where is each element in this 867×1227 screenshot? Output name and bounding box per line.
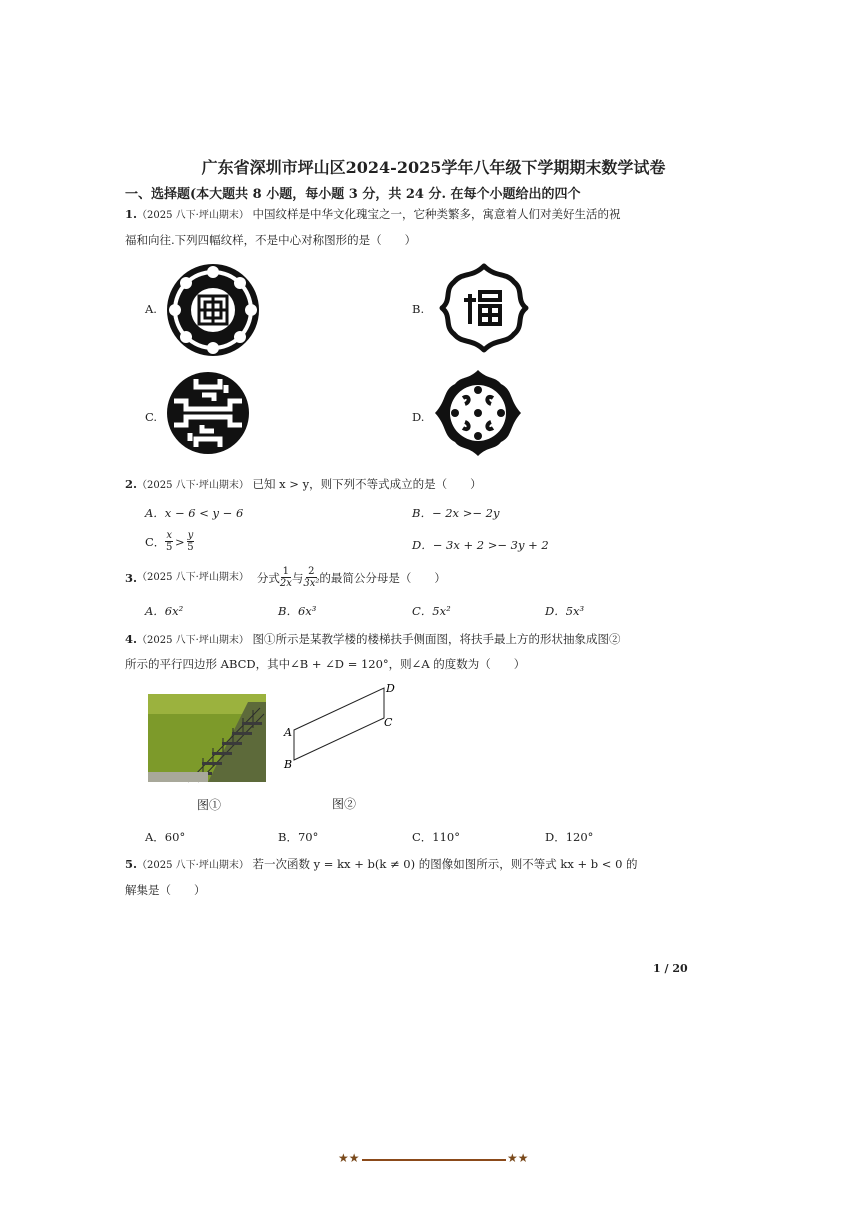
page-title: 广东省深圳市坪山区2024-2025学年八年级下学期期末数学试卷 [201,158,666,177]
question-text: 中国纹样是中华文化瑰宝之一，它种类繁多，寓意着人们对美好生活的祝 [252,207,621,221]
footer-star-icon: ★★ [507,1151,529,1165]
fraction-denominator: 5 [165,542,173,553]
option-a: A．6x² [145,604,184,618]
question-1-line-1 [125,204,620,226]
question-1-line-2: 福和向往.下列四幅纹样，不是中心对称图形的是（ ） [125,233,417,247]
question-source: （2025 八下·坪山期末） [137,635,249,646]
parallelogram-figure [280,680,400,775]
question-source: （2025 八下·坪山期末） [137,210,249,221]
question-5-line-2: 解集是（ ） [125,883,206,897]
vertex-d-label: D [386,682,395,695]
footer-divider [362,1159,506,1161]
option-label-d: D. [412,410,425,424]
question-text: 图①所示是某教学楼的楼梯扶手侧面图，将扶手最上方的形状抽象成图② [252,632,621,646]
option-b: B．6x³ [278,604,317,618]
fraction-2 [303,566,319,589]
fraction-1 [280,566,292,589]
fraction-denominator: 2x [279,578,292,589]
question-number: 5. [125,857,138,871]
option-c: C．5x² [412,604,451,618]
staircase-photo [148,694,266,782]
page-number: 1 / 20 [653,962,688,975]
fraction-numerator: 2 [308,566,315,577]
option-d: D．− 3x + 2 >− 3y + 2 [412,538,549,552]
question-source: （2025 八下·坪山期末） [137,571,249,583]
fraction-y-over-5 [187,530,195,553]
question-5-line-1 [125,854,638,876]
question-number: 2. [125,477,138,491]
question-4-line-1 [125,629,620,651]
option-a: A．x − 6 < y − 6 [145,506,244,520]
question-number: 4. [125,632,138,646]
fraction-denominator: 3x² [303,578,320,589]
question-text-post: 的最简公分母是（ ） [319,570,446,585]
question-text-pre: 分式 [256,570,280,585]
option-label-b: B. [412,302,425,316]
pattern-d-image [433,368,523,458]
fraction-x-over-5 [165,530,173,553]
option-c [145,530,194,553]
footer-star-icon: ★★ [338,1151,360,1165]
option-label-a: A. [145,302,157,316]
fraction-numerator: y [187,530,194,541]
option-c: C．110° [412,830,460,844]
question-2-line [125,474,482,496]
question-text: 已知 x > y，则下列不等式成立的是（ ） [252,477,482,491]
fraction-denominator: 5 [187,542,194,553]
vertex-b-label: B [284,758,293,771]
figure-1-caption: 图① [197,798,222,812]
vertex-c-label: C [384,716,393,729]
fraction-numerator: 1 [282,566,290,577]
question-number: 3. [125,570,138,585]
pattern-c-image [166,371,250,455]
vertex-a-label: A [284,726,292,739]
option-d: D．120° [545,830,594,844]
question-source: （2025 八下·坪山期末） [137,480,249,491]
question-source: （2025 八下·坪山期末） [137,860,249,871]
section-heading: 一、选择题(本大题共 8 小题，每小题 3 分，共 24 分. 在每个小题给出的四个 [125,187,581,202]
option-b: B．− 2x >− 2y [412,506,500,520]
question-3-line [125,566,446,589]
option-label-c: C. [145,410,158,424]
question-text: 若一次函数 y = kx + b(k ≠ 0) 的图像如图所示，则不等式 kx + b < 0 的 [252,857,638,871]
pattern-a-image [165,262,261,358]
question-number: 1. [125,207,138,221]
figure-2-caption: 图② [332,797,357,811]
option-d: D．5x³ [545,604,585,618]
option-c-label: C． [145,534,166,549]
question-text-mid: 与 [291,570,304,585]
pattern-b-image [436,260,532,356]
option-a: A．60° [145,830,186,844]
greater-than-sign: > [174,534,185,549]
question-4-line-2: 所示的平行四边形 ABCD，其中∠B + ∠D = 120°，则∠A 的度数为（ ） [125,657,526,671]
option-b: B．70° [278,830,319,844]
fraction-numerator: x [166,530,172,541]
